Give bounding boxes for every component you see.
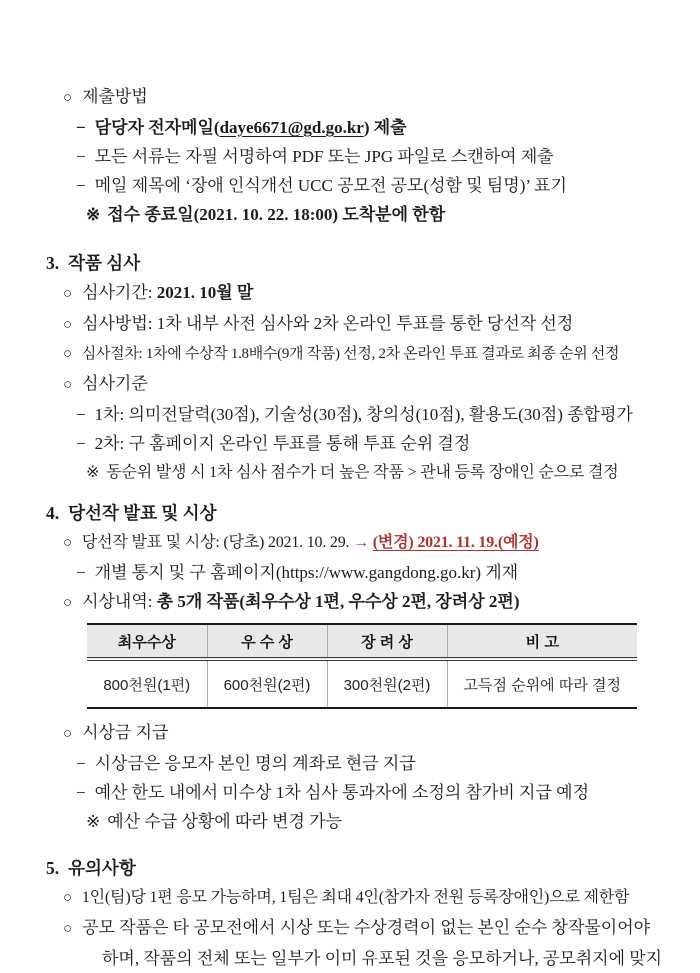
deadline-note-text: 접수 종료일(2021. 10. 22. 18:00) 도착분에 한함 xyxy=(107,205,446,224)
dash-bullet: − xyxy=(76,405,86,424)
reference-mark: ※ xyxy=(86,464,100,481)
cell-excellence-prize: 600천원(2편) xyxy=(207,659,327,708)
tie-break-note-text: 동순위 발생 시 1차 심사 점수가 더 높은 작품 > 관내 등록 장애인 순으로 결정 xyxy=(106,464,619,481)
line-notification xyxy=(0,558,700,587)
section-title: 작품 심사 xyxy=(68,253,141,273)
line-judging-criteria xyxy=(0,369,700,400)
line-criteria-first-round xyxy=(0,400,700,429)
notification-text: 개별 통지 및 구 홈페이지(https://www.gangdong.go.kr) 게재 xyxy=(94,563,519,582)
section-number: 3. xyxy=(46,253,60,273)
header-remarks: 비 고 xyxy=(447,624,637,659)
circle-bullet: ○ xyxy=(63,535,72,551)
email-submit-text: 담당자 전자메일(daye6671@gd.go.kr) 제출 xyxy=(94,118,407,137)
line-mail-subject xyxy=(0,171,700,200)
line-tie-break-note xyxy=(0,458,700,487)
circle-bullet: ○ xyxy=(63,377,73,393)
header-grand-prize: 최우수상 xyxy=(87,624,207,659)
originality-text: 공모 작품은 타 공모전에서 시상 또는 수상경력이 없는 본인 순수 창작물이어야 xyxy=(82,918,651,937)
budget-note-text: 예산 수급 상황에 따라 변경 가능 xyxy=(107,812,342,831)
awards-summary-value: 총 5개 작품(최우수상 1편, 우수상 2편, 장려상 2편) xyxy=(156,592,520,611)
reference-mark: ※ xyxy=(86,812,101,831)
circle-bullet: ○ xyxy=(63,595,73,611)
line-originality-continued xyxy=(0,944,700,973)
section-number: 4. xyxy=(46,503,60,523)
circle-bullet: ○ xyxy=(63,286,73,302)
judging-method-text: 심사방법: 1차 내부 사전 심사와 2차 온라인 투표를 통한 당선작 선정 xyxy=(82,314,574,333)
section-precautions xyxy=(0,854,700,973)
header-excellence-prize: 우 수 상 xyxy=(207,624,327,659)
awards-table xyxy=(87,623,637,709)
line-judging-procedure xyxy=(0,340,700,369)
criteria-first-round-text: 1차: 의미전달력(30점), 기술성(30점), 창의성(10점), 활용도(30점) 종합평가 xyxy=(94,405,633,424)
changed-date: (변경) 2021. 11. 19.(예정) xyxy=(372,534,539,551)
section-awards xyxy=(0,499,700,836)
line-originality xyxy=(0,913,700,944)
dash-bullet: − xyxy=(76,434,86,453)
line-deadline-note xyxy=(0,200,700,229)
circle-bullet: ○ xyxy=(63,317,73,333)
section-judging xyxy=(0,249,700,487)
dash-bullet: − xyxy=(76,147,86,166)
section-3-heading xyxy=(0,249,700,278)
dash-bullet: − xyxy=(76,563,86,582)
section-number: 5. xyxy=(46,858,60,878)
dash-bullet: − xyxy=(76,118,86,137)
line-prize-payment xyxy=(0,718,700,749)
cash-payment-text: 시상금은 응모자 본인 명의 계좌로 현금 지급 xyxy=(94,754,416,773)
circle-bullet: ○ xyxy=(63,726,73,742)
awards-table-row xyxy=(87,659,637,708)
scan-submit-text: 모든 서류는 자필 서명하여 PDF 또는 JPG 파일로 스캔하여 제출 xyxy=(94,147,554,166)
line-announcement-date xyxy=(0,528,700,558)
awards-table-wrapper xyxy=(87,623,700,709)
section-4-heading xyxy=(0,499,700,528)
section-5-heading xyxy=(0,854,700,883)
criteria-second-round-text: 2차: 구 홈페이지 온라인 투표를 통해 투표 순위 결정 xyxy=(94,434,471,453)
originality-continued-text: 하며, 작품의 전체 또는 일부가 이미 유포된 것을 응모하거나, 공모취지에 맞지 xyxy=(102,949,663,968)
judging-procedure-text: 심사절차: 1차에 수상작 1.8배수(9개 작품) 선정, 2차 온라인 투표 결과로 최종 순위 선정 xyxy=(81,346,620,362)
section-title: 유의사항 xyxy=(68,858,136,878)
cell-encouragement-prize: 300천원(2편) xyxy=(327,659,447,708)
line-participation-fee xyxy=(0,778,700,807)
line-awards-summary xyxy=(0,587,700,618)
dash-bullet: − xyxy=(76,783,86,802)
circle-bullet: ○ xyxy=(63,890,72,906)
section-title: 당선작 발표 및 시상 xyxy=(68,503,217,523)
circle-bullet: ○ xyxy=(63,921,73,937)
cell-grand-prize: 800천원(1편) xyxy=(103,676,191,694)
prize-payment-text: 시상금 지급 xyxy=(82,723,169,742)
circle-bullet: ○ xyxy=(63,346,72,362)
line-cash-payment xyxy=(0,749,700,778)
reference-mark: ※ xyxy=(86,205,101,224)
circle-bullet: ○ xyxy=(63,90,73,106)
awards-table-header-row xyxy=(87,624,637,659)
entry-limit-text: 1인(팀)당 1편 응모 가능하며, 1팀은 최대 4인(참가자 전원 등록장애인)으로 제한함 xyxy=(81,889,630,906)
header-encouragement-prize: 장 려 상 xyxy=(327,624,447,659)
participation-fee-text: 예산 한도 내에서 미수상 1차 심사 통과자에 소정의 참가비 지급 예정 xyxy=(94,783,589,802)
line-judging-period xyxy=(0,278,700,309)
dash-bullet: − xyxy=(76,176,86,195)
dash-bullet: − xyxy=(76,754,86,773)
cell-remarks: 고득점 순위에 따라 결정 xyxy=(447,659,637,708)
arrow-right-icon: → xyxy=(353,534,373,551)
line-submission-title xyxy=(0,82,700,113)
judging-criteria-text: 심사기준 xyxy=(82,374,148,393)
line-entry-limit xyxy=(0,883,700,913)
line-criteria-second-round xyxy=(0,429,700,458)
judging-period-value: 2021. 10월 말 xyxy=(156,283,254,302)
line-scan-submit xyxy=(0,142,700,171)
section-submission xyxy=(0,82,700,229)
awards-summary-text: 시상내역: 총 5개 작품(최우수상 1편, 우수상 2편, 장려상 2편) xyxy=(82,592,520,611)
line-email-submit xyxy=(0,113,700,142)
email-address: daye6671@gd.go.kr xyxy=(219,118,364,137)
submission-title: 제출방법 xyxy=(82,87,148,106)
announcement-date-text: 당선작 발표 및 시상: (당초) 2021. 10. 29. → (변경) 2021. 11. 19.(예정) xyxy=(81,534,539,551)
mail-subject-text: 메일 제목에 ‘장애 인식개선 UCC 공모전 공모(성함 및 팀명)’ 표기 xyxy=(94,176,567,195)
judging-period-text: 심사기간: 2021. 10월 말 xyxy=(82,283,254,302)
line-budget-note xyxy=(0,807,700,836)
line-judging-method xyxy=(0,309,700,340)
